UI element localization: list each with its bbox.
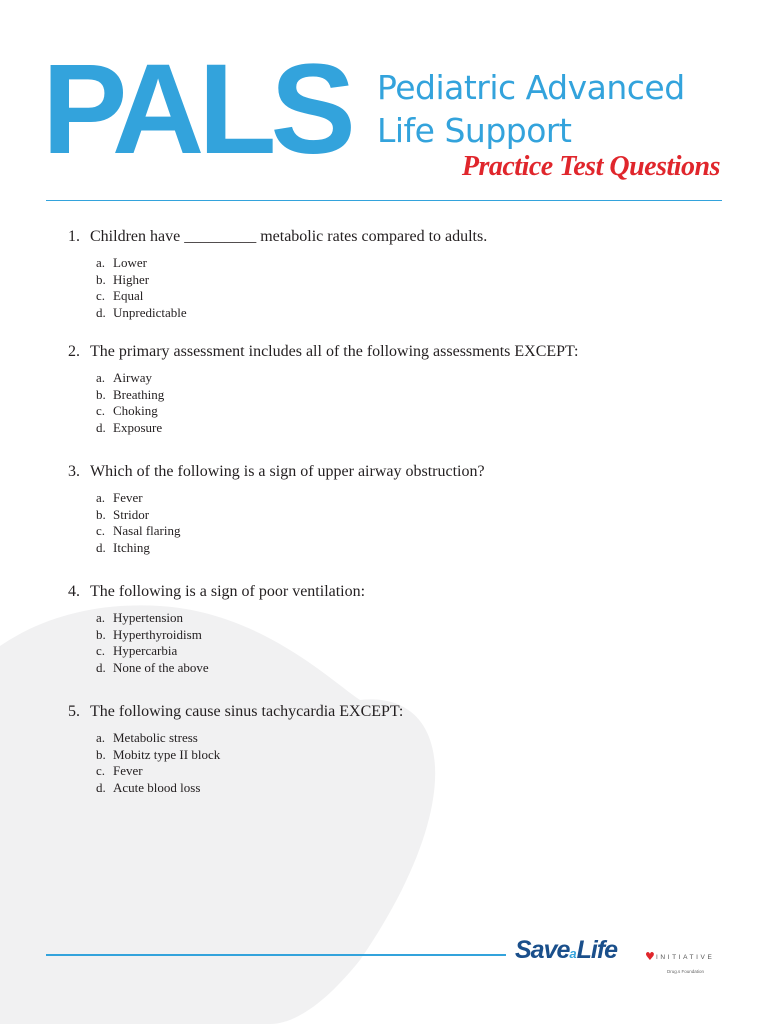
option-text: Mobitz type II block bbox=[113, 746, 221, 762]
question-number: 3. bbox=[68, 463, 80, 480]
answer-options bbox=[96, 730, 708, 797]
answer-option bbox=[96, 370, 708, 387]
option-letter: a. bbox=[96, 610, 106, 625]
question-number: 4. bbox=[68, 583, 80, 600]
answer-option bbox=[96, 643, 708, 660]
question-text: Children have _________ metabolic rates compared to adults. bbox=[90, 228, 488, 245]
option-letter: d. bbox=[96, 660, 106, 676]
answer-option bbox=[96, 763, 708, 780]
option-text: Hypertension bbox=[113, 610, 184, 625]
answer-option bbox=[96, 490, 708, 507]
option-text: Choking bbox=[113, 403, 158, 419]
option-text: Hyperthyroidism bbox=[113, 626, 202, 642]
option-text: Exposure bbox=[113, 420, 163, 436]
pals-acronym: PALS bbox=[42, 38, 350, 181]
option-text: Equal bbox=[113, 288, 144, 304]
logo-life-text: Life bbox=[576, 936, 618, 964]
option-text: None of the above bbox=[113, 660, 209, 676]
option-letter: b. bbox=[96, 746, 106, 762]
practice-test-title: Practice Test Questions bbox=[461, 151, 720, 182]
answer-option bbox=[96, 387, 708, 404]
answer-option bbox=[96, 747, 708, 764]
option-text: Nasal flaring bbox=[113, 523, 181, 539]
footer-divider bbox=[46, 954, 506, 956]
option-text: Hypercarbia bbox=[113, 643, 178, 659]
question-text: The following is a sign of poor ventilation: bbox=[90, 583, 366, 600]
answer-option bbox=[96, 305, 708, 322]
option-text: Breathing bbox=[113, 386, 165, 402]
answer-option bbox=[96, 420, 708, 437]
answer-option bbox=[96, 272, 708, 289]
option-text: Acute blood loss bbox=[113, 780, 201, 796]
answer-option bbox=[96, 730, 708, 747]
option-text: Airway bbox=[113, 370, 152, 385]
answer-option bbox=[96, 255, 708, 272]
option-letter: a. bbox=[96, 490, 106, 505]
option-text: Fever bbox=[113, 490, 143, 505]
question-number: 1. bbox=[68, 228, 80, 245]
question-2 bbox=[68, 342, 708, 437]
question-number: 2. bbox=[68, 343, 80, 360]
answer-option bbox=[96, 627, 708, 644]
answer-options bbox=[96, 255, 708, 322]
question-number: 5. bbox=[68, 703, 80, 720]
logo-byline: Drug.s Foundation bbox=[667, 969, 705, 974]
option-text: Itching bbox=[113, 540, 150, 556]
option-text: Stridor bbox=[113, 506, 150, 522]
question-text: Which of the following is a sign of upper airway obstruction? bbox=[90, 463, 485, 480]
answer-option bbox=[96, 540, 708, 557]
option-text: Fever bbox=[113, 763, 143, 779]
answer-options bbox=[96, 370, 708, 437]
answer-options bbox=[96, 490, 708, 557]
save-a-life-logo bbox=[515, 936, 730, 980]
option-letter: c. bbox=[96, 403, 106, 419]
answer-option bbox=[96, 288, 708, 305]
question-text: The following cause sinus tachycardia EXCEPT: bbox=[90, 703, 404, 720]
logo-initiative-text: INITIATIVE bbox=[656, 954, 715, 961]
option-letter: c. bbox=[96, 523, 106, 539]
option-letter: a. bbox=[96, 255, 106, 270]
question-4 bbox=[68, 582, 708, 677]
question-1 bbox=[68, 227, 708, 322]
option-letter: b. bbox=[96, 506, 106, 522]
logo-wordmark bbox=[515, 936, 617, 965]
option-text: Unpredictable bbox=[113, 305, 187, 321]
answer-option bbox=[96, 660, 708, 677]
header-divider bbox=[46, 200, 722, 201]
option-letter: d. bbox=[96, 305, 106, 321]
option-letter: a. bbox=[96, 370, 106, 385]
answer-option bbox=[96, 610, 708, 627]
question-5 bbox=[68, 702, 708, 797]
option-letter: b. bbox=[96, 386, 106, 402]
option-text: Metabolic stress bbox=[113, 730, 198, 745]
logo-a-text: a bbox=[569, 946, 577, 961]
question-3 bbox=[68, 462, 708, 557]
option-letter: d. bbox=[96, 780, 106, 796]
option-text: Higher bbox=[113, 271, 150, 287]
option-letter: c. bbox=[96, 643, 106, 659]
option-letter: d. bbox=[96, 540, 106, 556]
subtitle-line-2: Life Support bbox=[377, 111, 572, 150]
answer-option bbox=[96, 523, 708, 540]
question-text: The primary assessment includes all of the following assessments EXCEPT: bbox=[90, 343, 579, 360]
course-subtitle bbox=[377, 66, 685, 152]
option-letter: b. bbox=[96, 626, 106, 642]
subtitle-line-1: Pediatric Advanced bbox=[377, 68, 685, 107]
option-letter: a. bbox=[96, 730, 106, 745]
option-letter: d. bbox=[96, 420, 106, 436]
answer-options bbox=[96, 610, 708, 677]
page-header bbox=[0, 0, 768, 210]
logo-save-text: Save bbox=[515, 936, 570, 964]
answer-option bbox=[96, 403, 708, 420]
answer-option bbox=[96, 507, 708, 524]
option-letter: c. bbox=[96, 288, 106, 304]
answer-option bbox=[96, 780, 708, 797]
option-text: Lower bbox=[113, 255, 147, 270]
option-letter: c. bbox=[96, 763, 106, 779]
heart-icon: ♥ bbox=[645, 950, 655, 963]
option-letter: b. bbox=[96, 271, 106, 287]
